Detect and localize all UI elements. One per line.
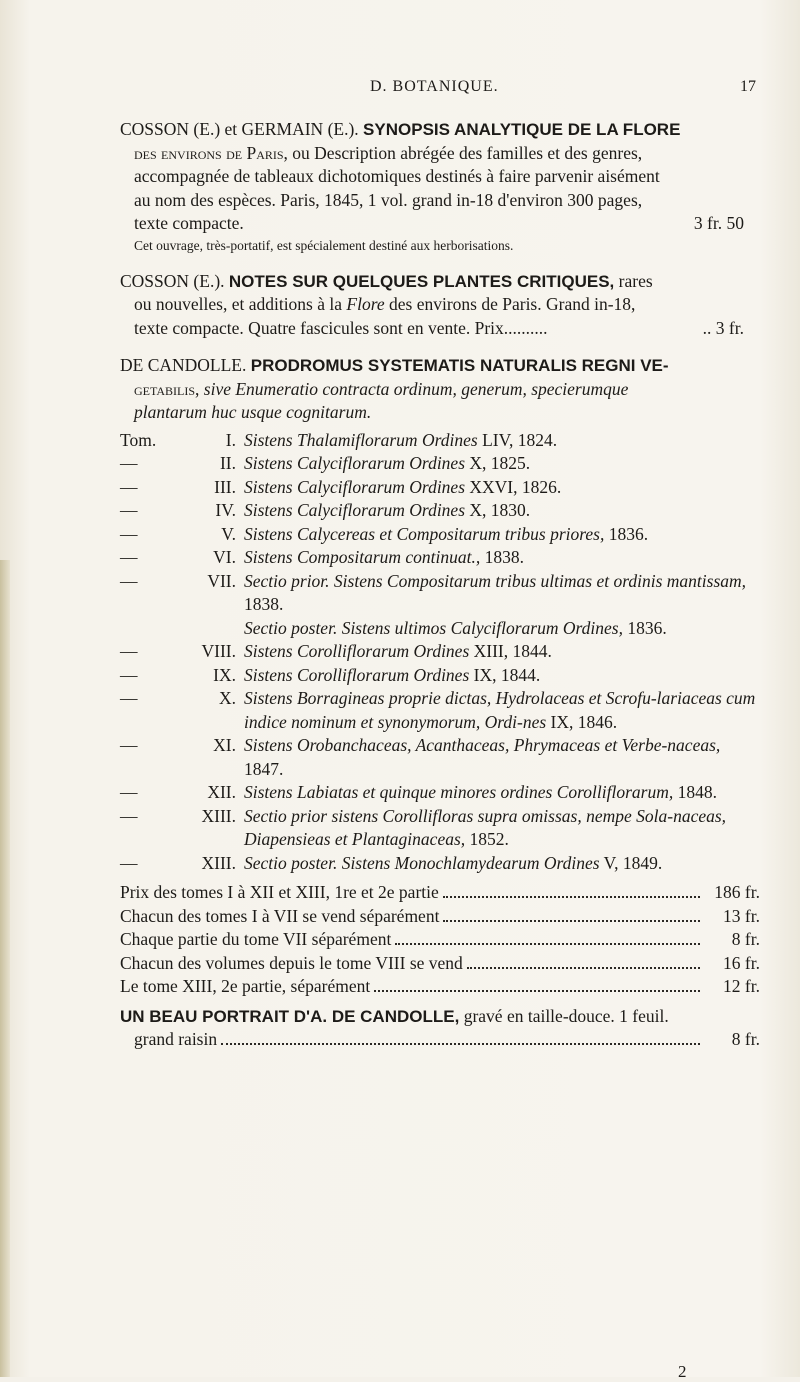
tome-title: Sistens Compositarum continuat., <box>244 547 481 567</box>
tome-text <box>244 429 760 453</box>
price-label: Chaque partie du tome VII séparément <box>120 929 392 949</box>
tome-roman: IV. <box>215 500 236 520</box>
tome-title: Sistens Borragineas proprie dictas, Hydrolaceas et Scrofu-lariaceas cum indice nominum et synonymorum, Ordi-nes <box>244 688 756 732</box>
tome-title: Sistens Corolliflorarum Ordines <box>244 664 470 685</box>
tome-roman: VI. <box>213 547 236 567</box>
price-value: 8 fr. <box>731 1029 760 1049</box>
tome-title: Sistens Calyciflorarum Ordines <box>244 500 466 520</box>
price-label: grand raisin <box>134 1029 218 1049</box>
tome-date: 1836. <box>604 523 649 544</box>
entry-text-sc: getabilis, <box>134 378 200 399</box>
entry-title: UN BEAU PORTRAIT D'A. DE CANDOLLE, <box>120 1006 460 1026</box>
tome-title: Sistens Orobanchaceas, Acanthaceas, Phrymaceas et Verbe-naceas, <box>244 735 721 755</box>
price-row <box>120 975 760 999</box>
entry-author: COSSON (E.). <box>120 270 225 291</box>
entry-text <box>120 142 760 166</box>
entry-text-line: au nom des espèces. Paris, 1845, 1 vol. grand in-18 d'environ 300 pages, <box>134 189 643 210</box>
tome-label: — <box>120 664 138 685</box>
entry-text-line: texte compacte. <box>134 213 244 233</box>
entry-cosson-germain <box>120 118 760 256</box>
entry-text-line: ou Description abrégée des familles et des genres, <box>287 142 643 163</box>
catalog-body <box>120 118 760 1066</box>
tome-row <box>120 617 760 641</box>
entry-price: .. 3 fr. <box>702 317 744 338</box>
tome-row <box>120 499 760 523</box>
tome-title: Sectio prior. Sistens Compositarum tribus ultimas et ordinis mantissam, <box>244 570 747 591</box>
entry-text-sc: des environs de Paris, <box>134 142 288 163</box>
tome-label: — <box>120 735 138 755</box>
entry-heading <box>120 270 760 294</box>
tome-date: XIII, 1844. <box>469 641 552 661</box>
tome-date: XXVI, 1826. <box>465 476 562 497</box>
tome-title: Sectio prior sistens Corollifloras supra omissas, nempe Sola-naceas, Diapensieas et Plantaginaceas, <box>244 805 727 849</box>
tome-roman: XIII. <box>201 852 236 873</box>
tome-text <box>244 570 760 617</box>
leader-dots <box>443 896 700 898</box>
tome-title: Sistens Labiatas et quinque minores ordines Corolliflorarum, <box>244 782 674 802</box>
price-value: 186 fr. <box>714 882 760 902</box>
price-row <box>120 905 760 929</box>
entry-heading <box>120 354 760 378</box>
leader-dots <box>467 967 700 969</box>
binding-edge <box>0 560 10 1377</box>
leader-dots <box>443 920 700 922</box>
tome-label: — <box>120 500 138 520</box>
tome-title: Sectio poster. Sistens ultimos Calyciflorarum Ordines, <box>244 617 623 638</box>
portrait-price-row <box>120 1028 760 1052</box>
tome-roman <box>188 617 244 641</box>
entry-cosson-notes <box>120 270 760 341</box>
signature-mark: 2 <box>678 1362 687 1381</box>
tome-text <box>244 664 760 688</box>
price-label: Le tome XIII, 2e partie, séparément <box>120 976 371 996</box>
tome-label: Tom. <box>120 429 157 450</box>
entry-text-line: des environs de Paris. Grand in-18, <box>384 294 636 314</box>
tome-date: V, 1849. <box>599 852 663 873</box>
entry-text-line: ou nouvelles, et additions à la <box>134 294 347 314</box>
tome-label: — <box>120 453 138 473</box>
price-value: 16 fr. <box>723 952 760 973</box>
tome-text <box>244 640 760 664</box>
entry-portrait <box>120 1005 760 1052</box>
tome-title: Sistens Calycereas et Compositarum tribus priores, <box>244 523 605 544</box>
tome-label <box>120 617 188 641</box>
tome-title: Sectio poster. Sistens Monochlamydearum Ordines <box>244 852 600 873</box>
tome-row <box>120 805 760 852</box>
tome-label: — <box>120 476 138 497</box>
tome-row <box>120 687 760 734</box>
running-header <box>0 78 800 102</box>
tome-row <box>120 546 760 570</box>
entry-price-line <box>120 212 760 236</box>
tomes-list <box>120 429 760 876</box>
tome-row <box>120 734 760 781</box>
entry-text-line: texte compacte. Quatre fascicules sont en vente. Prix.......... <box>134 317 548 338</box>
entry-heading <box>120 1005 760 1029</box>
section-title: D. BOTANIQUE. <box>370 78 499 95</box>
tome-row <box>120 852 760 876</box>
tome-title: Sistens Thalamiflorarum Ordines <box>244 429 478 450</box>
tome-date: 1848. <box>673 782 718 802</box>
tome-roman: VIII. <box>201 641 236 661</box>
tome-roman: II. <box>219 453 236 473</box>
tome-date: 1838. <box>244 594 284 614</box>
tome-roman: XI. <box>213 735 236 755</box>
entry-text-line: gravé en taille-douce. 1 feuil. <box>459 1005 669 1026</box>
entry-author: COSSON (E.) et GERMAIN (E.). <box>120 119 359 139</box>
price-row <box>120 881 760 905</box>
entry-text-line: rares <box>614 270 653 291</box>
tome-text <box>244 476 760 500</box>
entry-text <box>120 293 760 317</box>
price-value: 12 fr. <box>723 976 760 996</box>
tome-date: IX, 1844. <box>469 664 541 685</box>
tome-title: Sistens Calyciflorarum Ordines <box>244 453 466 473</box>
tome-text <box>244 781 760 805</box>
prices-list <box>120 881 760 999</box>
price-row <box>120 952 760 976</box>
tome-label: — <box>120 641 138 661</box>
tome-date: 1847. <box>244 758 284 779</box>
tome-title: Sistens Corolliflorarum Ordines <box>244 641 470 661</box>
tome-roman: I. <box>225 429 236 450</box>
tome-label: — <box>120 688 138 708</box>
tome-roman: V. <box>221 523 236 544</box>
tome-row <box>120 523 760 547</box>
tome-roman: XIII. <box>201 805 236 826</box>
tome-label: — <box>120 547 138 567</box>
entry-text-italic: Flore <box>346 294 385 314</box>
tome-date: 1852. <box>465 829 509 849</box>
tome-text <box>244 852 760 876</box>
entry-candolle <box>120 354 760 425</box>
price-value: 8 fr. <box>731 929 760 949</box>
tome-date: X, 1830. <box>465 500 531 520</box>
entry-text-italic: sive Enumeratio contracta ordinum, generum, specierumque <box>199 378 629 399</box>
tome-roman: X. <box>218 688 236 708</box>
tome-label: — <box>120 805 138 826</box>
price-label: Prix des tomes I à XII et XIII, 1re et 2e partie <box>120 882 439 902</box>
price-value: 13 fr. <box>723 905 760 926</box>
entry-text <box>120 378 760 402</box>
tome-label: — <box>120 782 138 802</box>
tome-row <box>120 640 760 664</box>
tome-roman: VII. <box>207 570 236 591</box>
entry-heading <box>120 118 760 142</box>
tome-label: — <box>120 852 138 873</box>
leader-dots <box>221 1043 700 1045</box>
tome-roman: XII. <box>207 782 236 802</box>
tome-date: X, 1825. <box>465 453 531 473</box>
tome-text <box>244 805 760 852</box>
leader-dots <box>395 943 700 945</box>
tome-text <box>244 687 760 734</box>
entry-price-line <box>120 317 760 341</box>
tome-text <box>244 499 760 523</box>
entry-price: 3 fr. 50 <box>693 213 744 233</box>
entry-author: DE CANDOLLE. <box>120 355 247 375</box>
tome-label: — <box>120 570 138 591</box>
entry-text <box>120 401 760 425</box>
entry-title: SYNOPSIS ANALYTIQUE DE LA FLORE <box>363 120 681 139</box>
entry-text-italic: plantarum huc usque cognitarum. <box>134 402 372 422</box>
price-label: Chacun des volumes depuis le tome VIII se vend <box>120 952 463 973</box>
entry-title: PRODROMUS SYSTEMATIS NATURALIS REGNI VE- <box>250 356 669 375</box>
price-label: Chacun des tomes I à VII se vend séparément <box>120 905 440 926</box>
tome-date: LIV, 1824. <box>477 429 558 450</box>
tome-roman: IX. <box>213 664 236 685</box>
tome-date: 1836. <box>623 617 667 638</box>
tome-date: IX, 1846. <box>546 711 618 732</box>
tome-title: Sistens Calyciflorarum Ordines <box>244 476 466 497</box>
tome-text <box>244 734 760 781</box>
tome-roman: III. <box>214 476 236 497</box>
tome-row <box>120 781 760 805</box>
price-row <box>120 928 760 952</box>
tome-row <box>120 570 760 617</box>
page-number: 17 <box>740 78 756 95</box>
entry-text-line: accompagnée de tableaux dichotomiques destinés à faire parvenir aisément <box>134 166 660 186</box>
tome-row <box>120 452 760 476</box>
tome-date: 1838. <box>480 547 525 567</box>
tome-label: — <box>120 523 138 544</box>
tome-text <box>244 617 760 641</box>
tome-text <box>244 452 760 476</box>
tome-row <box>120 429 760 453</box>
tome-text <box>244 523 760 547</box>
leader-dots <box>374 990 700 992</box>
entry-note: Cet ouvrage, très-portatif, est spécialement destiné aux herborisations. <box>134 237 514 253</box>
tome-row <box>120 664 760 688</box>
tome-row <box>120 476 760 500</box>
tome-text <box>244 546 760 570</box>
entry-title: NOTES SUR QUELQUES PLANTES CRITIQUES, <box>228 271 615 291</box>
